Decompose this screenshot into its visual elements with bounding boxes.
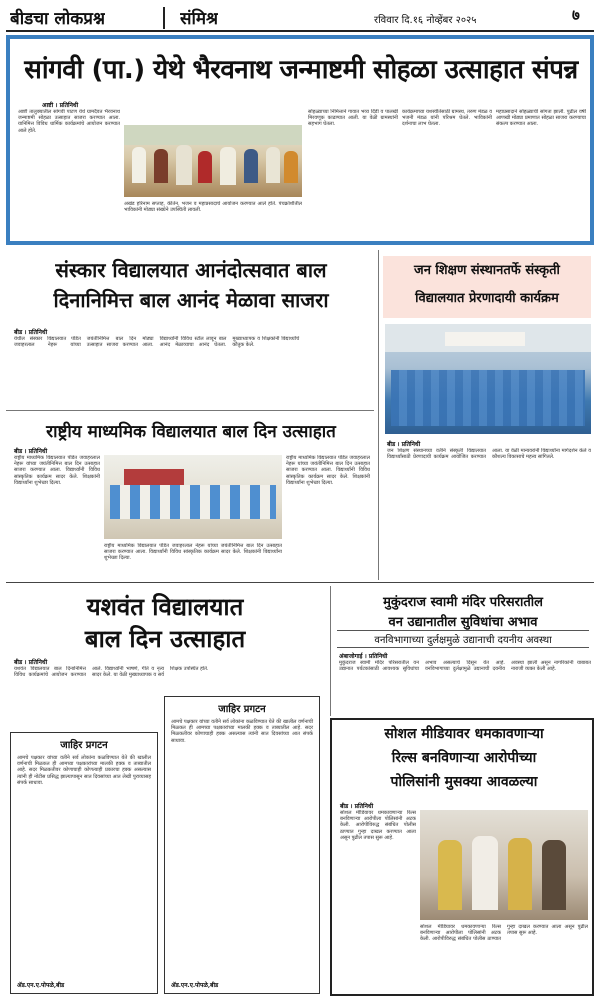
story-sangvi-bhairavnath (6, 35, 594, 245)
story-mukundraj-swami (330, 586, 594, 716)
story4-photo (104, 455, 282, 539)
notice-left-body: आमचे पक्षकार यांच्या वतीने सर्व लोकांना कळविण्यात येते की खालील वर्णनाची मिळकत ही आमच्या पक्षकारांच्या मालकी हक्क व ताब्यातील आहे. सदर मिळकतीवर कोणाचाही कोणत्याही प्रकारचा हक्क असल्यास त्यांनी ही नोटीस प्रसिद्ध झाल्यापासून सात दिवसांच्या आत लेखी पुराव्यासह संपर्क साधावा. (17, 755, 151, 786)
story-rashtriya-madhyamik (6, 410, 374, 580)
story7-headline-line2: रिल्स बनविणाऱ्या आरोपीच्या (391, 750, 537, 766)
story1-headline: सांगवी (पा.) येथे भैरवनाथ जन्माष्टमी सोहळा उत्साहात संपन्न (24, 55, 578, 85)
story3-body: जन शिक्षण संस्थानच्या वतीने संस्कृती विद्यालयात विद्यार्थ्यांसाठी प्रेरणादायी कार्यक्रम आयोजित करण्यात आला. या वेळी मान्यवरांनी विद्यार्थ्यांना मार्गदर्शन केले व कौशल्य विकासाचे महत्त्व सांगितले. (387, 448, 591, 461)
story3-headline-line2: विद्यालयात प्रेरणादायी कार्यक्रम (415, 291, 559, 306)
notice-right (164, 696, 320, 994)
story6-headline-line2: वन उद्यानातील सुविधांचा अभाव (388, 615, 538, 630)
notice-left-title: जाहिर प्रगटन (60, 740, 108, 751)
story-jan-shikshan (378, 250, 594, 580)
story6-headline-line1: मुकुंदराज स्वामी मंदिर परिसरातील (383, 595, 543, 610)
notice-right-body: आमचे पक्षकार यांच्या वतीने सर्व लोकांना कळविण्यात येते की खालील वर्णनाची मिळकत ही आमच्या पक्षकारांच्या मालकी हक्क व ताब्यातील आहे. सदर मिळकतीवर कोणाचाही हक्क असल्यास त्यांनी सात दिवसांच्या आत संपर्क साधावा. (171, 719, 313, 744)
story-social-media-reels (330, 718, 594, 996)
story2-byline: बीड । प्रतिनिधी (14, 329, 48, 336)
story2-headline-line2: दिनानिमित्त बाल आनंद मेळावा साजरा (53, 288, 329, 312)
story7-body-bottom: सोशल मीडियावर धमकावणाऱ्या रिल्स बनविणाऱ्या आरोपीला पोलिसांनी अटक केली. आरोपीविरुद्ध संबंधित पोलीस ठाण्यात गुन्हा दाखल करण्यात आला असून पुढील तपास सुरू आहे. (420, 924, 588, 943)
story1-col1: आष्टी तालुक्यातील सांगवी पाटण येथे ग्रामदैवत भैरवनाथ जन्माष्टमी सोहळा उत्साहात साजरा करण्यात आला. यानिमित्त विविध धार्मिक कार्यक्रमांचे आयोजन करण्यात आले होते. (18, 109, 120, 134)
story5-byline: बीड । प्रतिनिधी (14, 659, 48, 666)
story1-col5: महाप्रसादाने सोहळ्याची सांगता झाली. पुढील वर्षी आणखी मोठ्या प्रमाणात सोहळा साजरा करण्याचा संकल्प करण्यात आला. (496, 109, 586, 128)
notice-right-footer: ॲड.एन.ए.पोपळे,बीड (171, 982, 219, 989)
page-number: ७ (572, 6, 580, 24)
story7-body-left: सोशल मीडियावर धमकावणाऱ्या रिल्स बनविणाऱ्या आरोपीला पोलिसांनी अटक केली. आरोपीविरुद्ध संबंधित पोलीस ठाण्यात गुन्हा दाखल करण्यात आला असून पुढील तपास सुरू आहे. (340, 810, 416, 841)
story6-byline: अंबाजोगाई । प्रतिनिधी (339, 653, 388, 660)
story2-body: येथील संस्कार विद्यालयात पंडित जवाहरलाल नेहरू यांच्या जयंतीनिमित्त बाल दिन मोठ्या उत्साहात साजरा करण्यात आला. विद्यार्थ्यांनी विविध स्टॉल लावून बाल आनंद मेळाव्याचा आनंद घेतला. मुख्याध्यापक व शिक्षकांनी विद्यार्थ्यांचे कौतुक केले. (14, 336, 300, 349)
story4-byline: बीड । प्रतिनिधी (14, 448, 48, 455)
story1-col3: सोहळ्याच्या निमित्ताने गावात भव्य दिंडी व पालखी मिरवणूक काढण्यात आली. या वेळी ग्रामस्थांनी सहभाग घेतला. (308, 109, 398, 128)
story1-photo (124, 125, 302, 197)
story-sanskar-vidyalay (6, 250, 374, 408)
story6-subheadline: वनविभागाच्या दुर्लक्षमुळे उद्यानाची दयनीय अवस्था (374, 635, 552, 646)
issue-date: रविवार दि.१६ नोव्हेंबर २०२५ (374, 15, 477, 26)
story1-byline: आष्टी । प्रतिनिधी (42, 102, 79, 109)
section-divider (6, 582, 594, 583)
story4-body-right: राष्ट्रीय माध्यमिक विद्यालयात पंडित जवाहरलाल नेहरू यांच्या जयंतीनिमित्त बाल दिन उत्साहात साजरा करण्यात आला. विद्यार्थ्यांनी विविध सांस्कृतिक कार्यक्रम सादर केले. शिक्षकांनी विद्यार्थ्यांना शुभेच्छा दिल्या. (286, 455, 370, 486)
story-yashwant-vidyalay (6, 586, 324, 996)
notice-left-footer: ॲड.एन.ए.पोपळे,बीड (17, 982, 65, 989)
story1-col2: अखंड हरिनाम सप्ताह, कीर्तन, भजन व महाप्रसादाचे आयोजन करण्यात आले होते. पंचक्रोशीतील भाविकांनी मोठ्या संख्येने उपस्थिती लावली. (124, 201, 302, 214)
story7-photo (420, 810, 588, 920)
story4-body-bottom: राष्ट्रीय माध्यमिक विद्यालयात पंडित जवाहरलाल नेहरू यांच्या जयंतीनिमित्त बाल दिन उत्साहात साजरा करण्यात आला. विद्यार्थ्यांनी विविध सांस्कृतिक कार्यक्रम सादर केले. शिक्षकांनी विद्यार्थ्यांना शुभेच्छा दिल्या. (104, 543, 282, 562)
story7-byline: बीड । प्रतिनिधी (340, 803, 374, 810)
story7-headline-line1: सोशल मीडियावर धमकावणाऱ्या (384, 726, 544, 742)
story2-headline-line1: संस्कार विद्यालयात आनंदोत्सवात बाल (55, 258, 327, 282)
story4-body-left: राष्ट्रीय माध्यमिक विद्यालयात पंडित जवाहरलाल नेहरू यांच्या जयंतीनिमित्त बाल दिन उत्साहात साजरा करण्यात आला. विद्यार्थ्यांनी विविध सांस्कृतिक कार्यक्रम सादर केले. शिक्षकांनी विद्यार्थ्यांना शुभेच्छा दिल्या. (14, 455, 100, 486)
story6-body: मुकुंदराज स्वामी मंदिर परिसरातील वन उद्यानात पर्यटकांसाठी आवश्यक सुविधांचा अभाव असल्याचे दिसून येत आहे. वनविभागाच्या दुर्लक्षामुळे उद्यानाची दयनीय अवस्था झाली असून नागरिकांनी याबाबत नाराजी व्यक्त केली आहे. (339, 660, 591, 673)
story7-headline-line3: पोलिसांनी मुसक्या आवळल्या (390, 774, 538, 790)
story5-headline-line1: यशवंत विद्यालयात (86, 593, 244, 621)
story4-headline: राष्ट्रीय माध्यमिक विद्यालयात बाल दिन उत्साहात (46, 422, 336, 442)
story3-photo (385, 324, 591, 434)
masthead (6, 4, 594, 32)
section-name: संमिश्र (180, 9, 219, 29)
masthead-divider (163, 7, 165, 29)
story3-byline: बीड । प्रतिनिधी (387, 441, 421, 448)
story5-body: यशवंत विद्यालयात बाल दिनानिमित्त विविध कार्यक्रमांचे आयोजन करण्यात आले. विद्यार्थ्यांनी भाषणे, गीते व नृत्य सादर केले. या वेळी मुख्याध्यापक व सर्व शिक्षक उपस्थित होते. (14, 666, 209, 679)
story5-headline-line2: बाल दिन उत्साहात (84, 625, 246, 653)
notice-right-title: जाहिर प्रगटन (218, 704, 266, 715)
paper-name: बीडचा लोकप्रश्न (10, 9, 105, 29)
story1-col4: कार्यक्रमाच्या यशस्वीतेसाठी ग्रामस्थ, तरुण मंडळ व भजनी मंडळ यांनी परिश्रम घेतले. भाविकांनी दर्शनाचा लाभ घेतला. (402, 109, 492, 128)
notice-left (10, 732, 158, 994)
story3-headline-line1: जन शिक्षण संस्थानतर्फे संस्कृती (414, 263, 560, 278)
